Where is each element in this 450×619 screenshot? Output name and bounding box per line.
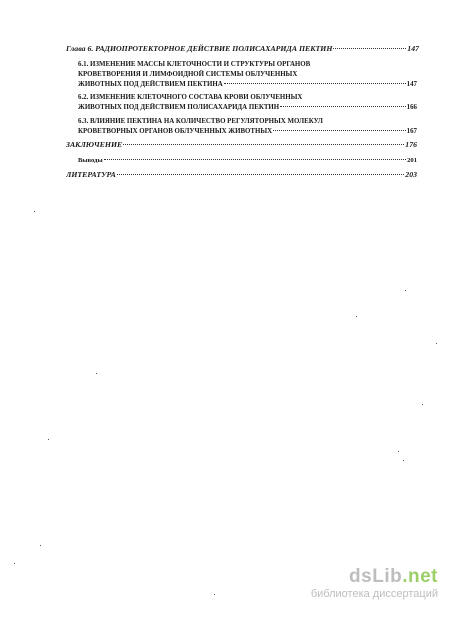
scan-speck [356, 316, 357, 317]
dot-leader [333, 48, 406, 49]
scan-speck [403, 460, 404, 461]
toc-section-6-2-line2 [78, 103, 417, 112]
toc-section-6-3-line2 [78, 127, 417, 136]
toc-section-6-1-line3 [78, 80, 417, 89]
toc-section-6-2-line1: 6.2. ИЗМЕНЕНИЕ КЛЕТОЧНОГО СОСТАВА КРОВИ ОБЛУЧЕННЫХ [78, 94, 303, 101]
toc-section-6-1-line2: КРОВЕТВОРЕНИЯ И ЛИМФОИДНОЙ СИСТЕМЫ ОБЛУЧЕННЫХ [78, 71, 298, 78]
toc-literature-page: 203 [405, 170, 417, 179]
scan-speck [40, 545, 41, 546]
dot-leader [117, 174, 404, 175]
toc-section-6-3-label-end: КРОВЕТВОРНЫХ ОРГАНОВ ОБЛУЧЕННЫХ ЖИВОТНЫХ [78, 128, 273, 135]
scan-speck [96, 373, 97, 374]
toc-literature-label: ЛИТЕРАТУРА [66, 170, 116, 179]
scan-speck [214, 594, 215, 595]
scan-speck [405, 290, 406, 291]
watermark-subtitle: библиотека диссертаций [310, 588, 438, 600]
toc-chapter-6[interactable] [66, 44, 419, 53]
toc-conclusion[interactable] [66, 140, 417, 149]
toc-section-6-3-page: 167 [406, 128, 417, 135]
scan-speck [48, 439, 49, 440]
dot-leader [273, 130, 406, 131]
scan-speck [436, 343, 437, 344]
toc-section-6-1-label-end: ЖИВОТНЫХ ПОД ДЕЙСТВИЕМ ПЕКТИНА [78, 81, 223, 88]
watermark-brand-suffix: .net [402, 566, 438, 587]
toc-section-6-2-label-end: ЖИВОТНЫХ ПОД ДЕЙСТВИЕМ ПОЛИСАХАРИДА ПЕКТИН [78, 104, 280, 111]
toc-findings-label: Выводы [78, 157, 103, 164]
toc-conclusion-label: ЗАКЛЮЧЕНИЕ [66, 140, 123, 149]
toc-chapter-6-page: 147 [407, 44, 419, 53]
scan-speck [14, 563, 15, 564]
watermark [288, 567, 438, 607]
toc-findings[interactable] [78, 156, 417, 165]
toc-section-6-2-page: 166 [406, 104, 417, 111]
watermark-logo [288, 567, 438, 587]
dot-leader [224, 83, 406, 84]
toc-section-6-1-line1: 6.1. ИЗМЕНЕНИЕ МАССЫ КЛЕТОЧНОСТИ И СТРУКТУРЫ ОРГАНОВ [78, 61, 311, 68]
dot-leader [104, 159, 406, 160]
scan-speck [422, 404, 423, 405]
toc-chapter-6-label: Глава 6. РАДИОПРОТЕКТОРНОЕ ДЕЙСТВИЕ ПОЛИСАХАРИДА ПЕКТИН [66, 44, 333, 53]
watermark-brand-prefix: dsLib [349, 566, 403, 587]
dot-leader [280, 106, 406, 107]
toc-conclusion-page: 176 [405, 140, 417, 149]
toc-section-6-1-page: 147 [406, 81, 417, 88]
toc-section-6-3-line1: 6.3. ВЛИЯНИЕ ПЕКТИНА НА КОЛИЧЕСТВО РЕГУЛЯТОРНЫХ МОЛЕКУЛ [78, 118, 323, 125]
toc-findings-page: 201 [407, 157, 417, 164]
scan-speck [34, 211, 35, 212]
toc-literature[interactable] [66, 170, 417, 179]
scan-speck [398, 451, 399, 452]
dot-leader [123, 144, 404, 145]
